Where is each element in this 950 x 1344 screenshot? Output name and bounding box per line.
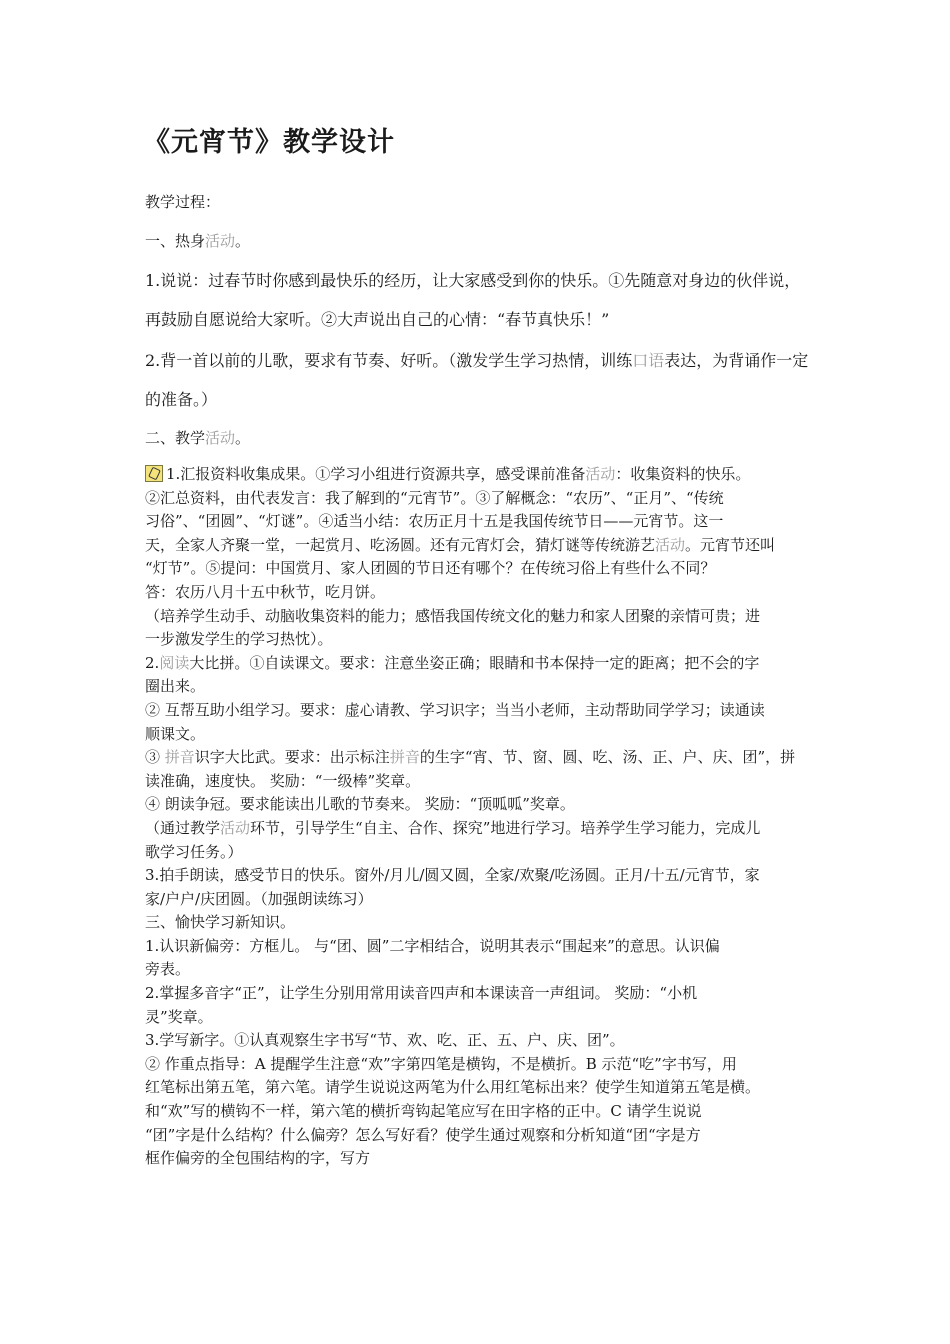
section-heading-new-knowledge: 三、愉快学习新知识。 (145, 913, 296, 932)
paragraph-line: 框作偏旁的全包围结构的字，写方 (145, 1149, 371, 1168)
paragraph-line: （培养学生动手、动脑收集资料的能力；感悟我国传统文化的魅力和家人团聚的亲情可贵；进 (145, 606, 761, 625)
paragraph-line: ② 作重点指导：A 提醒学生注意“欢”字第四笔是横钩，不是横折。B 示范“吃”字书写，用 (145, 1054, 737, 1073)
paragraph-line: 3.拍手朗读，感受节日的快乐。窗外/月儿/圆又圆，全家/欢聚/吃汤圆。正月/十五/元宵节，家 (145, 866, 760, 885)
paragraph-line: 3.学写新字。①认真观察生字书写“节、欢、吃、正、五、户、庆、团”。 (145, 1031, 625, 1050)
paragraph-line: ② 互帮互助小组学习。要求：虚心请教、学习识字；当当小老师，主动帮助同学学习；读通读 (145, 700, 765, 719)
paragraph-line: 2.阅读大比拼。①自读课文。要求：注意坐姿正确；眼睛和书本保持一定的距离；把不会的字 (145, 653, 760, 672)
section-heading-teaching: 二、教学活动。 (145, 429, 251, 447)
teaching-activity-body (145, 463, 810, 1171)
paragraph-line: 2.掌握多音字“正”，让学生分别用常用读音四声和本课读音一声组词。 奖励：“小机 (145, 984, 698, 1003)
paragraph-line: ③ 拼音识字大比武。要求：出示标注拼音的生字“宵、节、窗、圆、吃、汤、正、户、庆、团”，拼 (145, 748, 796, 767)
paragraph-line: 歌学习任务。） (145, 842, 243, 861)
paragraph-line: 习俗”、“团圆”、“灯谜”。④适当小结：农历正月十五是我国传统节日——元宵节。这一 (145, 512, 724, 531)
paragraph-line: （通过教学活动环节，引导学生“自主、合作、探究”地进行学习。培养学生学习能力，完成儿 (145, 818, 761, 837)
paragraph-line: 红笔标出第五笔，第六笔。请学生说说这两笔为什么用红笔标出来？使学生知道第五笔是横。 (145, 1078, 761, 1097)
paragraph-line: 家/户户/庆团圆。（加强朗读练习） (145, 889, 373, 908)
paragraph-line: ④ 朗读争冠。要求能读出儿歌的节奏来。 奖励：“顶呱呱”奖章。 (145, 795, 575, 814)
section-heading-warmup: 一、热身活动。 (145, 232, 251, 250)
paragraph-line: “灯节”。⑤提问：中国赏月、家人团圆的节日还有哪个？在传统习俗上有些什么不同？ (145, 559, 716, 578)
paragraph-line: 天，全家人齐聚一堂，一起赏月、吃汤圆。还有元宵灯会，猜灯谜等传统游艺活动。元宵节还叫 (145, 535, 776, 554)
note-bullet-icon (145, 465, 163, 482)
paragraph-line: 灵”奖章。 (145, 1007, 213, 1026)
process-label: 教学过程： (145, 193, 221, 211)
paragraph-line: 顺课文。 (145, 724, 206, 743)
paragraph-line: 的准备。） (145, 390, 218, 409)
paragraph-line: 一步激发学生的学习热忱）。 (145, 630, 333, 649)
paragraph-line: 再鼓励自愿说给大家听。②大声说出自己的心情：“春节真快乐！” (145, 310, 610, 329)
paragraph-line: 读准确，速度快。 奖励：“一级棒”奖章。 (145, 771, 421, 790)
document-title: 《元宵节》教学设计 (143, 127, 395, 158)
paragraph-line: 1.说说：过春节时你感到最快乐的经历，让大家感受到你的快乐。①先随意对身边的伙伴说， (145, 271, 801, 290)
paragraph-line: “团”字是什么结构？什么偏旁？怎么写好看？使学生通过观察和分析知道“团“字是方 (145, 1125, 701, 1144)
paragraph-line: 旁表。 (145, 960, 191, 979)
paragraph-line: 1.认识新偏旁：方框儿。 与“团、圆”二字相结合，说明其表示“围起来”的意思。认识偏 (145, 936, 720, 955)
paragraph-line: 答：农历八月十五中秋节，吃月饼。 (145, 582, 386, 601)
paragraph-line: 圈出来。 (145, 677, 206, 696)
paragraph-line: 1.汇报资料收集成果。①学习小组进行资源共享，感受课前准备活动：收集资料的快乐。 (145, 463, 810, 487)
paragraph-line: ②汇总资料，由代表发言：我了解到的“元宵节”。③了解概念：“农历”、“正月”、“传统 (145, 488, 724, 507)
paragraph-line: 2.背一首以前的儿歌，要求有节奏、好听。（激发学生学习热情，训练口语表达，为背诵作一定 (145, 351, 809, 370)
paragraph-line: 和“欢”写的横钩不一样，第六笔的横折弯钩起笔应写在田字格的正中。C 请学生说说 (145, 1102, 702, 1121)
